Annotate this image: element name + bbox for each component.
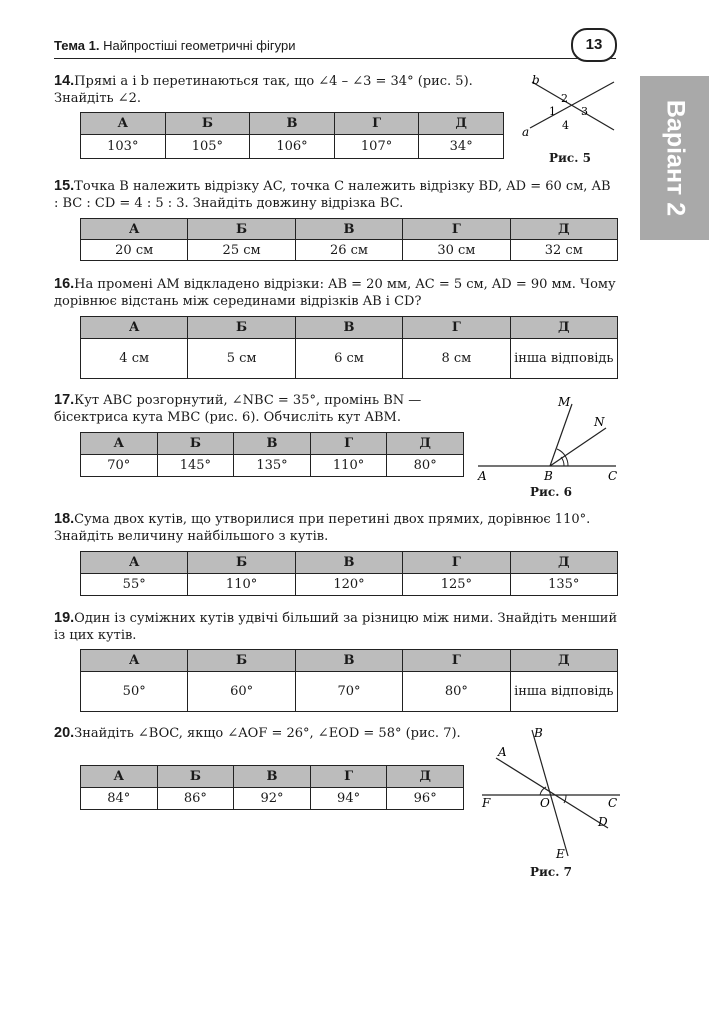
answer-letter: Г	[403, 650, 510, 672]
point-label: D	[598, 815, 608, 829]
line-label-a: a	[522, 125, 530, 139]
answer-cell[interactable]: 6 см	[295, 339, 402, 379]
answer-letter: В	[250, 113, 335, 135]
problem-text: Точка B належить відрізку AC, точка C належить відрізку BD, AD = 60 см, AB : BC : CD = 4 : 5 : 3. Знайдіть довжину відрізка BC.	[54, 179, 611, 211]
answer-letter: А	[81, 433, 158, 455]
answer-cell[interactable]: 4 см	[81, 339, 188, 379]
figure-caption: Рис. 6	[530, 485, 572, 499]
answer-letter: Д	[387, 766, 464, 788]
point-label: C	[608, 796, 618, 810]
answer-letter: В	[234, 766, 311, 788]
figure-6	[472, 390, 620, 486]
answer-cell[interactable]: 105°	[165, 135, 250, 159]
point-label: A	[498, 745, 507, 759]
answer-letter: Б	[188, 219, 295, 240]
problem-number: 15.	[54, 178, 75, 194]
answer-cell[interactable]: 107°	[334, 135, 419, 159]
problem-text: Один із суміжних кутів удвічі більший за різницю між ними. Знайдіть менший із цих кутів.	[54, 611, 618, 643]
answer-cell[interactable]: 50°	[81, 672, 188, 712]
answer-table-20	[80, 765, 464, 810]
point-label: N	[594, 415, 605, 429]
answer-table-18	[80, 551, 618, 596]
answer-letter: Б	[157, 766, 234, 788]
answer-letter: Б	[188, 650, 295, 672]
answer-cell[interactable]: 110°	[310, 455, 387, 477]
answer-letter: В	[295, 317, 402, 339]
answer-letter: В	[295, 650, 402, 672]
topic-label: Тема 1.	[54, 38, 100, 53]
problem-number: 14.	[54, 73, 75, 89]
angle-label: 2	[561, 92, 568, 105]
line-label-b: b	[532, 73, 540, 87]
variant-label: Варіант 2	[661, 99, 689, 217]
problem-14	[54, 73, 510, 107]
answer-letter: А	[81, 219, 188, 240]
answer-letter: А	[81, 766, 158, 788]
answer-letter: А	[81, 650, 188, 672]
problem-text: Сума двох кутів, що утворилися при перетині двох прямих, дорівнює 110°. Знайдіть величину найбільшого з кутів.	[54, 512, 591, 544]
problem-19	[54, 610, 618, 644]
answer-letter: Б	[157, 433, 234, 455]
answer-letter: В	[295, 219, 402, 240]
answer-letter: Д	[510, 219, 617, 240]
variant-tab	[640, 76, 709, 240]
answer-table-17	[80, 432, 464, 477]
answer-letter: А	[81, 113, 166, 135]
problem-number: 19.	[54, 610, 75, 626]
answer-letter: Б	[165, 113, 250, 135]
answer-cell[interactable]: 20 см	[81, 240, 188, 261]
answer-letter: Г	[334, 113, 419, 135]
answer-cell[interactable]: 80°	[387, 455, 464, 477]
answer-letter: А	[81, 317, 188, 339]
answer-letter: Б	[188, 317, 295, 339]
answer-cell[interactable]: інша відповідь	[510, 672, 617, 712]
answer-cell[interactable]: 106°	[250, 135, 335, 159]
point-label: M	[558, 395, 571, 409]
answer-cell[interactable]: 103°	[81, 135, 166, 159]
answer-letter: Г	[403, 317, 510, 339]
answer-table-14	[80, 112, 504, 159]
problem-text: Кут ABC розгорнутий, ∠NBC = 35°, промінь BN — бісектриса кута MBC (рис. 6). Обчисліть кут ABM.	[54, 393, 422, 425]
answer-cell[interactable]: 30 см	[403, 240, 510, 261]
answer-cell[interactable]: 70°	[81, 455, 158, 477]
answer-cell[interactable]: 34°	[419, 135, 504, 159]
problem-number: 17.	[54, 392, 75, 408]
problem-18	[54, 511, 618, 545]
point-label: A	[478, 469, 487, 483]
answer-cell[interactable]: 96°	[387, 788, 464, 810]
figure-5	[518, 72, 618, 144]
answer-cell[interactable]: 120°	[295, 574, 402, 596]
problem-number: 20.	[54, 725, 75, 741]
answer-table-16	[80, 316, 618, 379]
answer-cell[interactable]: 94°	[310, 788, 387, 810]
angle-label: 4	[562, 119, 569, 132]
figure-caption: Рис. 7	[530, 865, 572, 879]
topic-title: Найпростіші геометричні фігури	[103, 38, 296, 53]
answer-cell[interactable]: 86°	[157, 788, 234, 810]
problem-number: 16.	[54, 276, 75, 292]
answer-table-15	[80, 218, 618, 261]
problem-text: Прямі a і b перетинаються так, що ∠4 – ∠3 = 34° (рис. 5). Знайдіть ∠2.	[54, 74, 473, 106]
point-label: E	[556, 847, 565, 861]
answer-letter: Г	[403, 219, 510, 240]
answer-cell[interactable]: 135°	[234, 455, 311, 477]
answer-letter: Г	[403, 552, 510, 574]
answer-cell[interactable]: 80°	[403, 672, 510, 712]
page-header	[54, 34, 616, 59]
answer-letter: Д	[510, 552, 617, 574]
answer-cell[interactable]: 26 см	[295, 240, 402, 261]
answer-cell[interactable]: 70°	[295, 672, 402, 712]
answer-cell[interactable]: 145°	[157, 455, 234, 477]
answer-letter: В	[234, 433, 311, 455]
answer-letter: Б	[188, 552, 295, 574]
answer-letter: Д	[510, 650, 617, 672]
problem-text: Знайдіть ∠BOC, якщо ∠AOF = 26°, ∠EOD = 58° (рис. 7).	[74, 726, 461, 741]
answer-cell[interactable]: 110°	[188, 574, 295, 596]
answer-letter: Д	[510, 317, 617, 339]
answer-cell[interactable]: 8 см	[403, 339, 510, 379]
answer-letter: В	[295, 552, 402, 574]
point-label: F	[482, 796, 491, 810]
answer-cell[interactable]: 135°	[510, 574, 617, 596]
problem-text: На промені AM відкладено відрізки: AB = 20 мм, AC = 5 см, AD = 90 мм. Чому дорівнює відстань між серединами відрізків AB і CD?	[54, 277, 616, 309]
answer-letter: Г	[310, 433, 387, 455]
point-label: C	[608, 469, 618, 483]
problem-15	[54, 178, 618, 212]
figure-7	[476, 724, 624, 864]
answer-letter: А	[81, 552, 188, 574]
answer-cell[interactable]: 32 см	[510, 240, 617, 261]
problem-number: 18.	[54, 511, 75, 527]
answer-cell[interactable]: 60°	[188, 672, 295, 712]
answer-cell[interactable]: інша відповідь	[510, 339, 617, 379]
point-label: B	[534, 726, 543, 740]
angle-label: 1	[549, 105, 556, 118]
answer-cell[interactable]: 92°	[234, 788, 311, 810]
problem-17	[54, 392, 466, 426]
answer-letter: Г	[310, 766, 387, 788]
point-label: O	[540, 796, 550, 810]
answer-cell[interactable]: 55°	[81, 574, 188, 596]
answer-table-19	[80, 649, 618, 712]
problem-20	[54, 725, 466, 742]
page-number: 13	[571, 28, 617, 62]
answer-letter: Д	[387, 433, 464, 455]
topic-heading	[54, 38, 295, 53]
point-label: B	[544, 469, 553, 483]
angle-label: 3	[581, 105, 588, 118]
answer-cell[interactable]: 5 см	[188, 339, 295, 379]
answer-cell[interactable]: 84°	[81, 788, 158, 810]
problem-16	[54, 276, 618, 310]
answer-cell[interactable]: 25 см	[188, 240, 295, 261]
figure-caption: Рис. 5	[549, 151, 591, 165]
answer-letter: Д	[419, 113, 504, 135]
answer-cell[interactable]: 125°	[403, 574, 510, 596]
